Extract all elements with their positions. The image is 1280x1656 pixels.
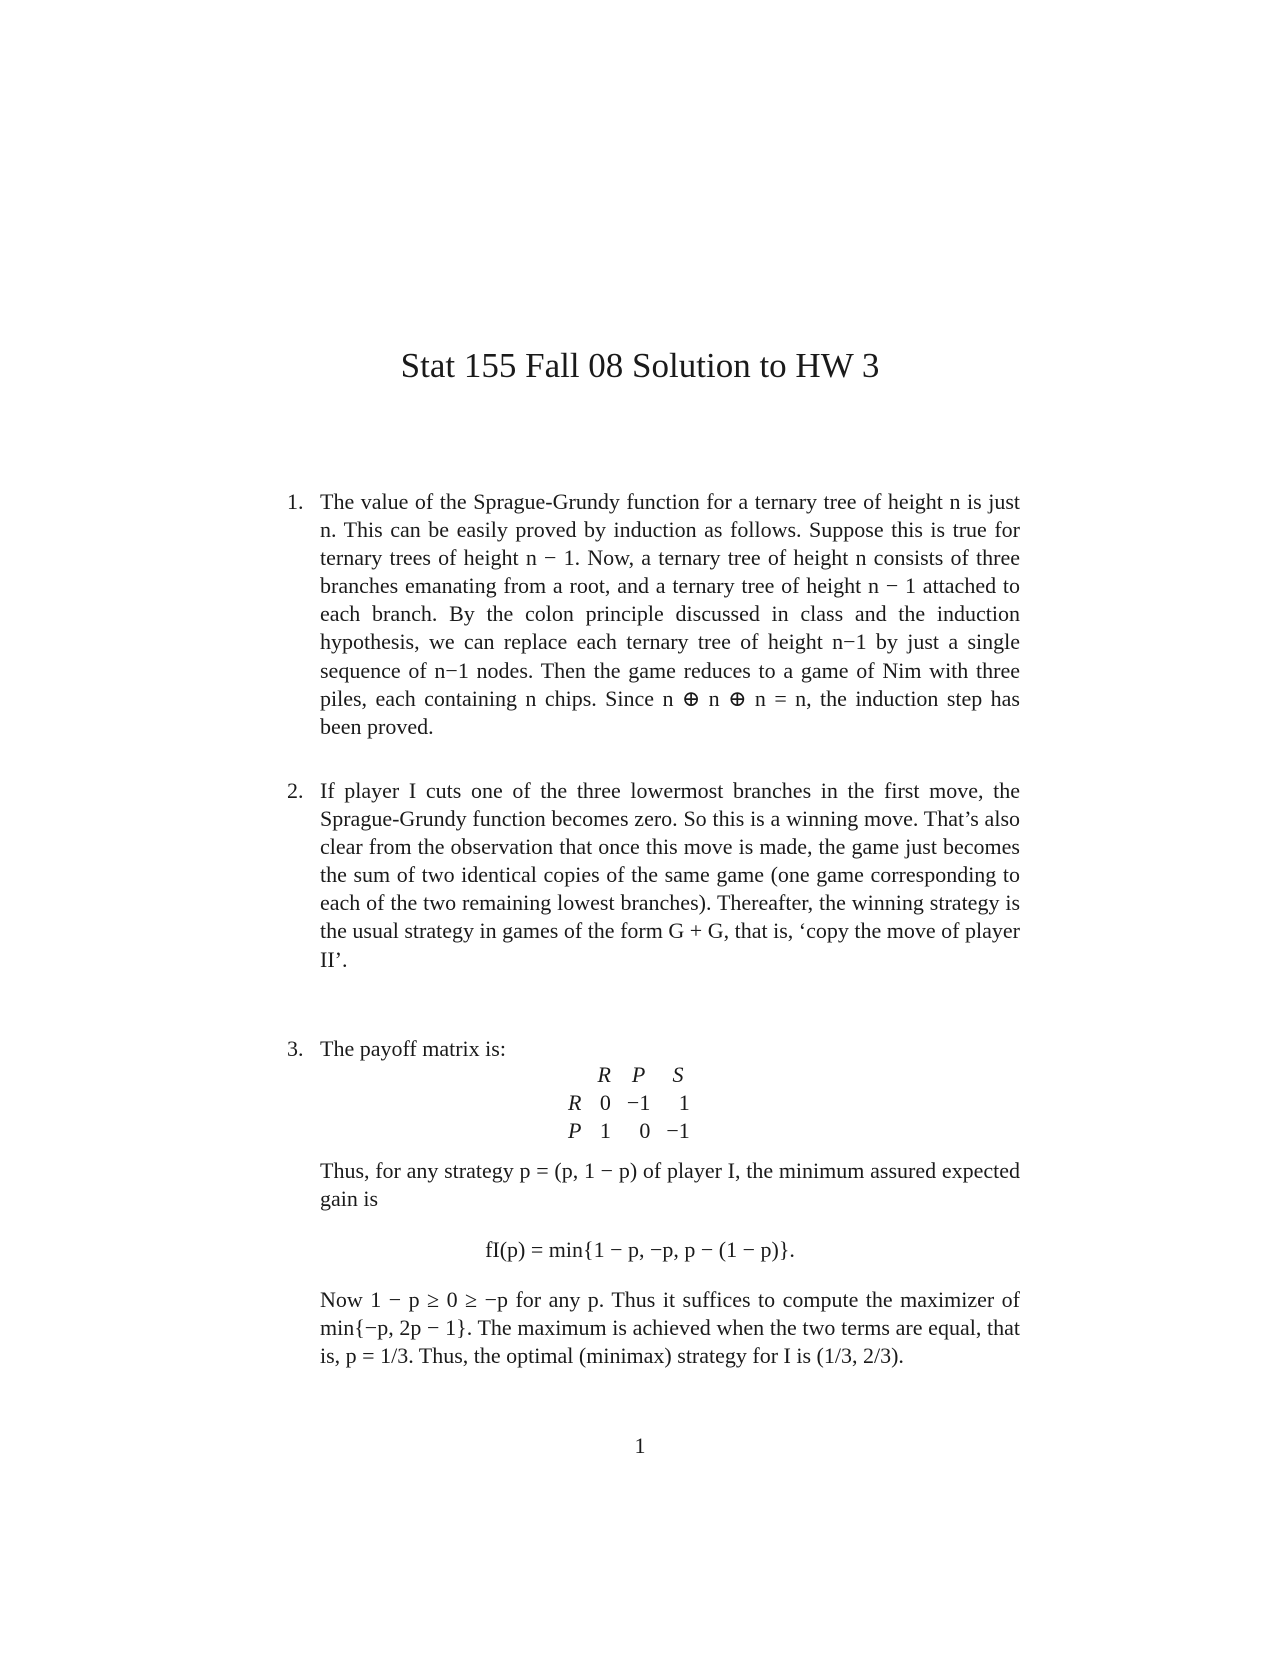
matrix-cell: −1 (626, 1090, 651, 1115)
problem-3 (287, 1035, 1020, 1063)
problem-text: Now 1 − p ≥ 0 ≥ −p for any p. Thus it suffices to compute the maximizer of min{−p, 2p − 1}. The maximum is achieved when the two terms are equal, that is, p = 1/3. Thus, the optimal (minimax) strategy for I is (1/3, 2/3). (320, 1287, 1020, 1369)
problem-text: Thus, for any strategy p = (p, 1 − p) of player I, the minimum assured expected gain is (320, 1158, 1020, 1212)
matrix-row (560, 1117, 698, 1145)
problem-number: 3. (287, 1036, 304, 1061)
display-formula: fI(p) = min{1 − p, −p, p − (1 − p)}. (485, 1237, 795, 1262)
problem-intro: The payoff matrix is: (320, 1036, 506, 1061)
matrix-cell: −1 (666, 1118, 690, 1143)
matrix-cell: 0 (639, 1118, 651, 1143)
matrix-cell: 1 (678, 1090, 690, 1115)
problem-number: 1. (287, 489, 304, 514)
matrix-cell: 0 (599, 1090, 611, 1115)
payoff-matrix (560, 1061, 698, 1145)
matrix-corner (560, 1061, 589, 1089)
problem-3-continued (320, 1157, 1020, 1213)
problem-number: 2. (287, 778, 304, 803)
matrix-row-label: R (568, 1090, 582, 1115)
page-number: 1 (634, 1433, 646, 1458)
problem-3-conclusion (320, 1286, 1020, 1370)
problem-text: The value of the Sprague-Grundy function for a ternary tree of height n is just n. This can be easily proved by induction as follows. Suppose this is true for ternary trees of height n − 1. Now, a ternary tree of height n consists of three branches emanating from a root, and a ternary tree of height n − 1 attached to each branch. By the colon principle discussed in class and the induction hypothesis, we can replace each ternary tree of height n−1 by just a single sequence of n−1 nodes. Then the game reduces to a game of Nim with three piles, each containing n chips. Since n ⊕ n ⊕ n = n, the induction step has been proved. (320, 489, 1020, 739)
problem-text: If player I cuts one of the three lowermost branches in the first move, the Sprague-Grundy function becomes zero. So this is a winning move. That’s also clear from the observation that once this move is made, the game just becomes the sum of two identical copies of the same game (one game corresponding to each of the two remaining lowest branches). Thereafter, the winning strategy is the usual strategy in games of the form G + G, that is, ‘copy the move of player II’. (320, 778, 1020, 972)
matrix-column-header: S (672, 1062, 684, 1087)
matrix-row (560, 1089, 698, 1117)
matrix-column-header: R (597, 1062, 611, 1087)
matrix-column-header: P (631, 1062, 646, 1087)
page-title: Stat 155 Fall 08 Solution to HW 3 (400, 346, 880, 385)
matrix-cell: 1 (599, 1118, 611, 1143)
matrix-row-label: P (568, 1118, 582, 1143)
matrix-header-row (560, 1061, 698, 1089)
problem-1 (287, 488, 1020, 741)
problem-2 (287, 777, 1020, 974)
